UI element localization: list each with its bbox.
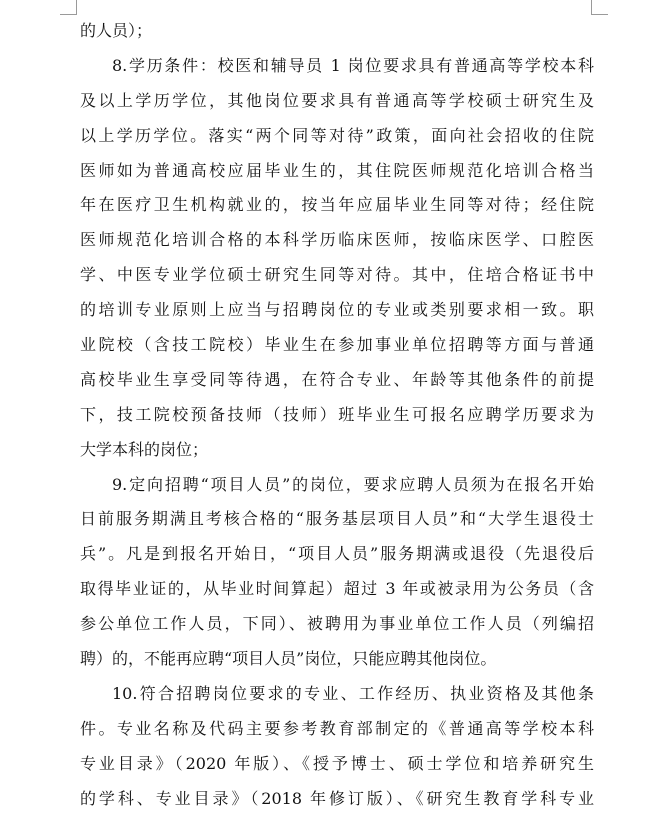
text-line: 日前服务期满且考核合格的“服务基层项目人员”和“大学生退役士 [80,509,594,529]
text-line: 年在医疗卫生机构就业的，按当年应届毕业生同等对待；经住院 [80,195,594,215]
text-line: 9.定向招聘“项目人员”的岗位，要求应聘人员须为在报名开始 [112,474,594,494]
text-line: 件。专业名称及代码主要参考教育部制定的《普通高等学校本科 [80,718,594,738]
text-line: 高校毕业生享受同等待遇，在符合专业、年龄等其他条件的前提 [80,369,594,389]
text-line: 业院校（含技工院校）毕业生在参加事业单位招聘等方面与普通 [80,335,594,355]
text-line: 医师如为普通高校应届毕业生的，其住院医师规范化培训合格当 [80,160,594,180]
text-line: 的人员）； [80,21,153,40]
text-line: 以上学历学位。落实“两个同等对待”政策，面向社会招收的住院 [80,125,594,145]
text-line: 的学科、专业目录》（2018 年修订版）、《研究生教育学科专业 [80,788,594,808]
text-line: 10.符合招聘岗位要求的专业、工作经历、执业资格及其他条 [112,683,594,703]
text-line: 下，技工院校预备技师（技师）班毕业生可报名应聘学历要求为 [80,404,594,424]
text-line: 专业目录》（2020 年版）、《授予博士、硕士学位和培养研究生 [80,753,594,773]
text-line: 学、中医专业学位硕士研究生同等对待。其中，住培合格证书中 [80,265,594,285]
text-line: 及以上学历学位，其他岗位要求具有普通高等学校硕士研究生及 [80,90,594,110]
text-line: 聘）的，不能再应聘“项目人员”岗位，只能应聘其他岗位。 [80,649,497,669]
text-line: 兵”。凡是到报名开始日，“项目人员”服务期满或退役（先退役后 [80,544,594,564]
text-line: 大学本科的岗位； [80,439,209,459]
text-line: 取得毕业证的，从毕业时间算起）超过 3 年或被录用为公务员（含 [80,579,594,599]
text-line: 参公单位工作人员，下同）、被聘用为事业单位工作人员（列编招 [80,614,594,634]
right-margin-crop-mark [591,0,608,15]
document-body [80,14,594,816]
text-line: 8.学历条件：校医和辅导员 1 岗位要求具有普通高等学校本科 [112,55,594,75]
left-margin-crop-mark [60,0,77,15]
text-line: 的培训专业原则上应当与招聘岗位的专业或类别要求相一致。职 [80,300,594,320]
text-line: 医师规范化培训合格的本科学历临床医师，按临床医学、口腔医 [80,230,594,250]
